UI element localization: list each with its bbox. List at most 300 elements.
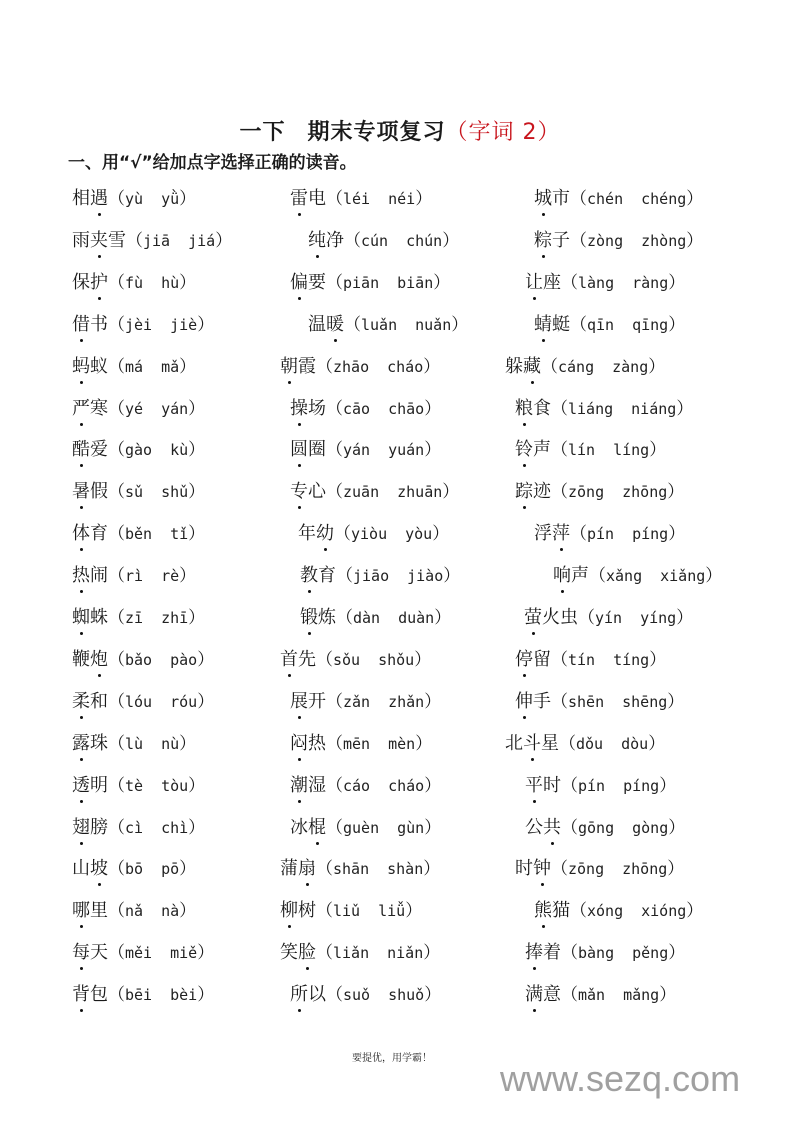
dotted-character: 严 <box>72 394 90 424</box>
character: 书 <box>90 313 108 335</box>
pinyin-option[interactable]: nà <box>161 902 180 921</box>
pinyin-option[interactable]: zhòng <box>641 231 687 250</box>
close-paren: ） <box>686 901 704 922</box>
character: 育 <box>90 523 108 545</box>
pinyin-options <box>333 902 405 920</box>
pinyin-option[interactable]: chún <box>406 231 443 250</box>
pinyin-option[interactable]: zōng <box>568 860 605 879</box>
exercise-item <box>525 771 676 801</box>
open-paren: （ <box>108 398 125 419</box>
close-paren: ） <box>197 649 215 670</box>
exercise-item <box>290 980 441 1010</box>
pinyin-option[interactable]: dǒu <box>576 734 604 753</box>
pinyin-option[interactable]: nǎ <box>125 902 144 921</box>
pinyin-option[interactable]: gào <box>125 441 153 460</box>
pinyin-option[interactable]: chéng <box>641 190 687 208</box>
dotted-character: 朝 <box>280 352 298 382</box>
character: 寒 <box>90 397 108 419</box>
pinyin-option[interactable]: bēi <box>125 986 153 1005</box>
pinyin-option[interactable]: mèn <box>388 734 416 753</box>
dotted-character: 锻 <box>300 603 318 633</box>
open-paren: （ <box>561 272 578 293</box>
dotted-character: 粽 <box>534 226 552 256</box>
pinyin-option[interactable]: jiāo <box>353 567 390 586</box>
pinyin-option[interactable]: zhāo <box>333 357 370 376</box>
close-paren: ） <box>649 649 667 670</box>
character: 年 <box>298 523 316 545</box>
exercise-item <box>290 729 432 759</box>
character: 假 <box>90 481 108 503</box>
pinyin-option[interactable]: qīn <box>587 315 615 334</box>
pinyin-option[interactable]: zhǎn <box>388 692 425 711</box>
open-paren: （ <box>326 440 343 461</box>
word <box>534 230 570 251</box>
pinyin-option[interactable]: jèi <box>125 315 153 334</box>
character: 场 <box>308 397 326 419</box>
word <box>72 858 108 879</box>
open-paren: （ <box>570 230 587 251</box>
exercise-item <box>290 394 441 424</box>
character: 蜓 <box>552 313 570 335</box>
exercise-item <box>72 938 214 968</box>
character: 留 <box>533 648 551 670</box>
pinyin-option[interactable]: gōng <box>578 818 615 837</box>
word <box>280 900 316 921</box>
dotted-character: 纯 <box>308 226 326 256</box>
pinyin-option[interactable]: shǒu <box>378 650 415 669</box>
pinyin-option[interactable]: duàn <box>398 609 435 627</box>
close-paren: ） <box>424 985 442 1006</box>
pinyin-option[interactable]: suǒ <box>343 986 371 1005</box>
pinyin-option[interactable]: chén <box>587 190 624 208</box>
pinyin-option[interactable]: chāo <box>388 399 425 418</box>
open-paren: （ <box>326 398 343 419</box>
exercise-item <box>72 435 205 465</box>
close-paren: ） <box>197 314 215 335</box>
open-paren: （ <box>551 398 568 419</box>
pinyin-options <box>353 609 434 627</box>
pinyin-option[interactable]: rè <box>161 567 180 586</box>
exercise-item <box>290 771 441 801</box>
character: 温 <box>308 313 326 335</box>
pinyin-option[interactable]: dàn <box>353 609 381 627</box>
pinyin-option[interactable]: sǔ <box>125 483 144 502</box>
exercise-item <box>308 226 459 256</box>
pinyin-option[interactable]: qīng <box>632 315 669 334</box>
dotted-character: 潮 <box>290 771 308 801</box>
pinyin-option[interactable]: shàn <box>387 860 424 879</box>
open-paren: （ <box>326 482 343 503</box>
close-paren: ） <box>197 691 215 712</box>
exercise-item <box>534 519 685 549</box>
pinyin-options <box>578 819 668 837</box>
pinyin-option[interactable]: zī <box>125 609 144 627</box>
character: 炼 <box>318 607 336 628</box>
pinyin-option[interactable]: tín <box>568 650 596 669</box>
pinyin-option[interactable]: biān <box>397 273 434 292</box>
close-paren: ） <box>179 566 197 587</box>
pinyin-option[interactable]: tè <box>125 776 144 795</box>
pinyin-option[interactable]: róu <box>170 692 198 711</box>
character: 热 <box>308 732 326 754</box>
close-paren: ） <box>442 482 460 503</box>
exercise-item <box>72 980 214 1010</box>
dotted-character: 满 <box>525 980 543 1010</box>
pinyin-option[interactable]: shēng <box>622 692 668 711</box>
pinyin-option[interactable]: shuǒ <box>388 986 425 1005</box>
pinyin-option[interactable]: zòng <box>587 231 624 250</box>
pinyin-options <box>361 232 442 250</box>
pinyin-option[interactable]: lín <box>568 441 596 460</box>
character: 相 <box>72 188 90 209</box>
exercise-item <box>72 854 196 884</box>
watermark: www.sezq.com <box>500 1058 741 1099</box>
word <box>280 356 316 377</box>
dotted-character: 专 <box>290 477 308 507</box>
exercise-item <box>280 352 440 382</box>
pinyin-option[interactable]: yù <box>125 190 144 208</box>
character: 声 <box>571 565 589 587</box>
open-paren: （ <box>108 901 125 922</box>
exercise-item <box>290 268 450 298</box>
pinyin-options <box>568 483 667 501</box>
close-paren: ） <box>667 691 685 712</box>
character: 保 <box>72 271 90 293</box>
close-paren: ） <box>415 189 433 209</box>
pinyin-option[interactable]: kù <box>170 441 189 460</box>
pinyin-option[interactable]: pín <box>578 776 606 795</box>
exercise-item <box>72 813 205 843</box>
pinyin-option[interactable]: běn <box>125 525 153 544</box>
dotted-character: 闷 <box>290 729 308 759</box>
pinyin-option[interactable]: chì <box>161 818 189 837</box>
word <box>290 439 326 460</box>
pinyin-option[interactable]: má <box>125 357 144 376</box>
open-paren: （ <box>108 482 125 503</box>
exercise-item <box>290 477 459 507</box>
pinyin-option[interactable]: měi <box>125 944 153 963</box>
pinyin-options <box>125 819 188 837</box>
exercise-row <box>0 352 800 382</box>
pinyin-option[interactable]: shǔ <box>161 483 189 502</box>
pinyin-option[interactable]: zōng <box>568 483 605 502</box>
close-paren: ） <box>424 775 442 796</box>
pinyin-option[interactable]: shān <box>333 860 370 879</box>
pinyin-option[interactable]: cāo <box>343 399 371 418</box>
character: 里 <box>90 900 108 922</box>
character: 爱 <box>90 439 108 461</box>
exercise-item <box>72 184 196 214</box>
word <box>72 649 108 670</box>
pinyin-option[interactable]: xiǎng <box>660 567 706 586</box>
pinyin-option[interactable]: cháo <box>388 776 425 795</box>
open-paren: （ <box>551 649 568 670</box>
open-paren: （ <box>108 314 125 335</box>
exercise-item <box>534 896 703 926</box>
pinyin-options <box>343 777 424 795</box>
exercise-item <box>72 771 205 801</box>
open-paren: （ <box>316 859 333 880</box>
exercise-item <box>290 687 441 717</box>
pinyin-option[interactable]: niáng <box>631 399 677 418</box>
pinyin-options <box>587 525 668 543</box>
exercise-item <box>534 310 685 340</box>
dotted-character: 热 <box>72 561 90 591</box>
exercise-item <box>72 268 196 298</box>
exercise-row <box>0 771 800 801</box>
pinyin-options <box>587 190 686 208</box>
open-paren: （ <box>108 649 125 670</box>
word <box>290 188 326 209</box>
pinyin-option[interactable]: sǒu <box>333 650 361 669</box>
word <box>515 691 551 712</box>
pinyin-option[interactable]: jiè <box>170 315 198 334</box>
page-title <box>0 115 800 146</box>
pinyin-option[interactable]: néi <box>388 190 416 208</box>
pinyin-option[interactable]: yán <box>343 441 371 460</box>
dotted-character: 伸 <box>515 687 533 717</box>
pinyin-option[interactable]: jiā <box>143 231 171 250</box>
open-paren: （ <box>108 943 125 964</box>
pinyin-option[interactable]: yiòu <box>351 525 388 544</box>
pinyin-option[interactable]: pín <box>587 525 615 544</box>
close-paren: ） <box>188 482 206 503</box>
pinyin-option[interactable]: yán <box>161 399 189 418</box>
pinyin-option[interactable]: cì <box>125 818 144 837</box>
pinyin-option[interactable]: mǎ <box>161 357 180 376</box>
pinyin-options <box>578 944 668 962</box>
open-paren: （ <box>108 356 125 377</box>
exercise-item <box>72 310 214 340</box>
dotted-character: 圆 <box>290 435 308 465</box>
word <box>72 356 108 377</box>
word <box>525 272 561 293</box>
open-paren: （ <box>108 775 125 796</box>
pinyin-options <box>125 274 179 292</box>
exercise-item <box>300 561 460 591</box>
dotted-character: 铃 <box>515 435 533 465</box>
pinyin-option[interactable]: xióng <box>641 902 687 921</box>
pinyin-option[interactable]: tǐ <box>170 525 189 544</box>
pinyin-option[interactable]: tíng <box>613 650 650 669</box>
pinyin-option[interactable]: mēn <box>343 734 371 753</box>
pinyin-option[interactable]: liǔ <box>333 902 361 921</box>
pinyin-options <box>343 735 415 753</box>
pinyin-option[interactable]: zuān <box>343 483 380 502</box>
character: 天 <box>90 942 108 964</box>
pinyin-option[interactable]: miě <box>170 944 198 963</box>
pinyin-option[interactable]: gùn <box>397 818 425 837</box>
pinyin-option[interactable]: zàng <box>612 357 649 376</box>
pinyin-options <box>587 902 686 920</box>
pinyin-option[interactable]: yuán <box>388 441 425 460</box>
character: 意 <box>543 984 561 1006</box>
word <box>290 775 326 796</box>
open-paren: （ <box>108 189 125 209</box>
open-paren: （ <box>126 230 143 251</box>
pinyin-option[interactable]: luǎn <box>361 315 398 334</box>
pinyin-options <box>333 944 423 962</box>
open-paren: （ <box>561 775 578 796</box>
pinyin-option[interactable]: bō <box>125 860 144 879</box>
close-paren: ） <box>668 817 686 838</box>
dotted-character: 所 <box>290 980 308 1010</box>
pinyin-option[interactable]: bǎo <box>125 650 153 669</box>
pinyin-option[interactable]: píng <box>632 525 669 544</box>
pinyin-option[interactable]: zhuān <box>397 483 443 502</box>
pinyin-option[interactable]: bèi <box>170 986 198 1005</box>
dotted-character: 脸 <box>298 938 316 968</box>
pinyin-options <box>568 693 667 711</box>
title-grade: 一下 <box>239 119 286 145</box>
word <box>280 942 316 963</box>
pinyin-option[interactable]: píng <box>623 776 660 795</box>
close-paren: ） <box>179 901 197 922</box>
pinyin-option[interactable]: lóu <box>125 692 153 711</box>
exercise-item <box>72 729 196 759</box>
pinyin-options <box>125 944 197 962</box>
pinyin-option[interactable]: xǎng <box>606 567 643 586</box>
pinyin-options <box>343 441 424 459</box>
close-paren: ） <box>667 482 685 503</box>
pinyin-option[interactable]: pō <box>161 860 180 879</box>
pinyin-option[interactable]: zhōng <box>622 483 668 502</box>
pinyin-option[interactable]: niǎn <box>387 944 424 963</box>
word <box>72 398 108 419</box>
character: 净 <box>326 229 344 251</box>
exercise-item <box>72 603 205 633</box>
dotted-character: 坡 <box>90 854 108 884</box>
pinyin-option[interactable]: nù <box>161 734 180 753</box>
pinyin-option[interactable]: guèn <box>343 818 380 837</box>
pinyin-option[interactable]: pào <box>170 650 198 669</box>
dotted-character: 透 <box>72 771 90 801</box>
word <box>534 314 570 335</box>
exercise-item <box>515 435 666 465</box>
character: 湿 <box>308 774 326 796</box>
pinyin-option[interactable]: lù <box>125 734 144 753</box>
pinyin-option[interactable]: cún <box>361 231 389 250</box>
dotted-character: 钟 <box>533 854 551 884</box>
dotted-character: 暑 <box>72 477 90 507</box>
pinyin-option[interactable]: mǎng <box>623 986 660 1005</box>
pinyin-option[interactable]: hù <box>161 273 180 292</box>
pinyin-option[interactable]: rì <box>125 567 144 586</box>
open-paren: （ <box>561 985 578 1006</box>
pinyin-option[interactable]: zhōng <box>622 860 668 879</box>
exercise-item <box>72 226 232 256</box>
pinyin-option[interactable]: zǎn <box>343 692 371 711</box>
pinyin-option[interactable]: cáo <box>343 776 371 795</box>
pinyin-option[interactable]: gòng <box>632 818 669 837</box>
pinyin-option[interactable]: bàng <box>578 944 615 963</box>
pinyin-option[interactable]: shēn <box>568 692 605 711</box>
pinyin-option[interactable]: nuǎn <box>415 315 452 334</box>
pinyin-option[interactable]: xóng <box>587 902 624 921</box>
word <box>525 775 561 796</box>
pinyin-option[interactable]: liǎn <box>333 944 370 963</box>
character: 北 <box>505 732 523 754</box>
open-paren: （ <box>334 524 351 545</box>
pinyin-option[interactable]: dòu <box>621 734 649 753</box>
pinyin-option[interactable]: mǎn <box>578 986 606 1005</box>
pinyin-option[interactable]: liáng <box>568 399 614 418</box>
character: 霞 <box>298 355 316 377</box>
dotted-character: 城 <box>534 184 552 214</box>
pinyin-option[interactable]: jiá <box>188 231 216 250</box>
word <box>298 523 334 544</box>
close-paren: ） <box>433 272 451 293</box>
pinyin-option[interactable]: yín <box>595 609 623 627</box>
pinyin-option[interactable]: zhī <box>161 609 189 627</box>
open-paren: （ <box>108 608 125 628</box>
pinyin-options <box>125 735 179 753</box>
character: 时 <box>543 774 561 796</box>
close-paren: ） <box>179 356 197 377</box>
word <box>72 733 108 754</box>
open-paren: （ <box>541 356 558 377</box>
pinyin-option[interactable]: piān <box>343 273 380 292</box>
character: 浮 <box>534 523 552 545</box>
open-paren: （ <box>108 440 125 461</box>
open-paren: （ <box>561 817 578 838</box>
exercise-item <box>553 561 722 591</box>
word <box>525 817 561 838</box>
pinyin-option[interactable]: ràng <box>632 273 669 292</box>
character: 躲 <box>505 355 523 377</box>
pinyin-option[interactable]: cháo <box>387 357 424 376</box>
pinyin-option[interactable]: liǚ <box>378 902 406 921</box>
open-paren: （ <box>559 733 576 754</box>
pinyin-option[interactable]: cáng <box>558 357 595 376</box>
pinyin-option[interactable]: yíng <box>640 609 677 627</box>
open-paren: （ <box>551 691 568 712</box>
pinyin-option[interactable]: yǜ <box>161 190 180 208</box>
exercise-item <box>300 603 451 633</box>
pinyin-option[interactable]: pěng <box>632 944 669 963</box>
dotted-character: 藏 <box>523 352 541 382</box>
close-paren: ） <box>648 733 666 754</box>
pinyin-option[interactable]: yé <box>125 399 144 418</box>
open-paren: （ <box>336 608 353 628</box>
close-paren: ） <box>179 733 197 754</box>
character: 手 <box>533 690 551 712</box>
exercise-row <box>0 980 800 1010</box>
pinyin-options <box>125 860 179 878</box>
character: 山 <box>72 858 90 880</box>
pinyin-option[interactable]: yòu <box>405 525 433 544</box>
open-paren: （ <box>326 272 343 293</box>
open-paren: （ <box>326 189 343 209</box>
close-paren: ） <box>423 859 441 880</box>
pinyin-option[interactable]: líng <box>613 441 650 460</box>
dotted-character: 让 <box>525 268 543 298</box>
pinyin-option[interactable]: léi <box>343 190 371 208</box>
pinyin-option[interactable]: jiào <box>407 567 444 586</box>
open-paren: （ <box>570 189 587 209</box>
character: 公 <box>525 816 543 838</box>
close-paren: ） <box>188 775 206 796</box>
dotted-character: 萤 <box>524 603 542 633</box>
pinyin-option[interactable]: làng <box>578 273 615 292</box>
dotted-character: 炮 <box>90 645 108 675</box>
pinyin-option[interactable]: tòu <box>161 776 189 795</box>
open-paren: （ <box>589 566 606 587</box>
pinyin-options <box>578 274 668 292</box>
dotted-character: 教 <box>300 561 318 591</box>
pinyin-option[interactable]: fù <box>125 273 144 292</box>
character: 鞭 <box>72 648 90 670</box>
